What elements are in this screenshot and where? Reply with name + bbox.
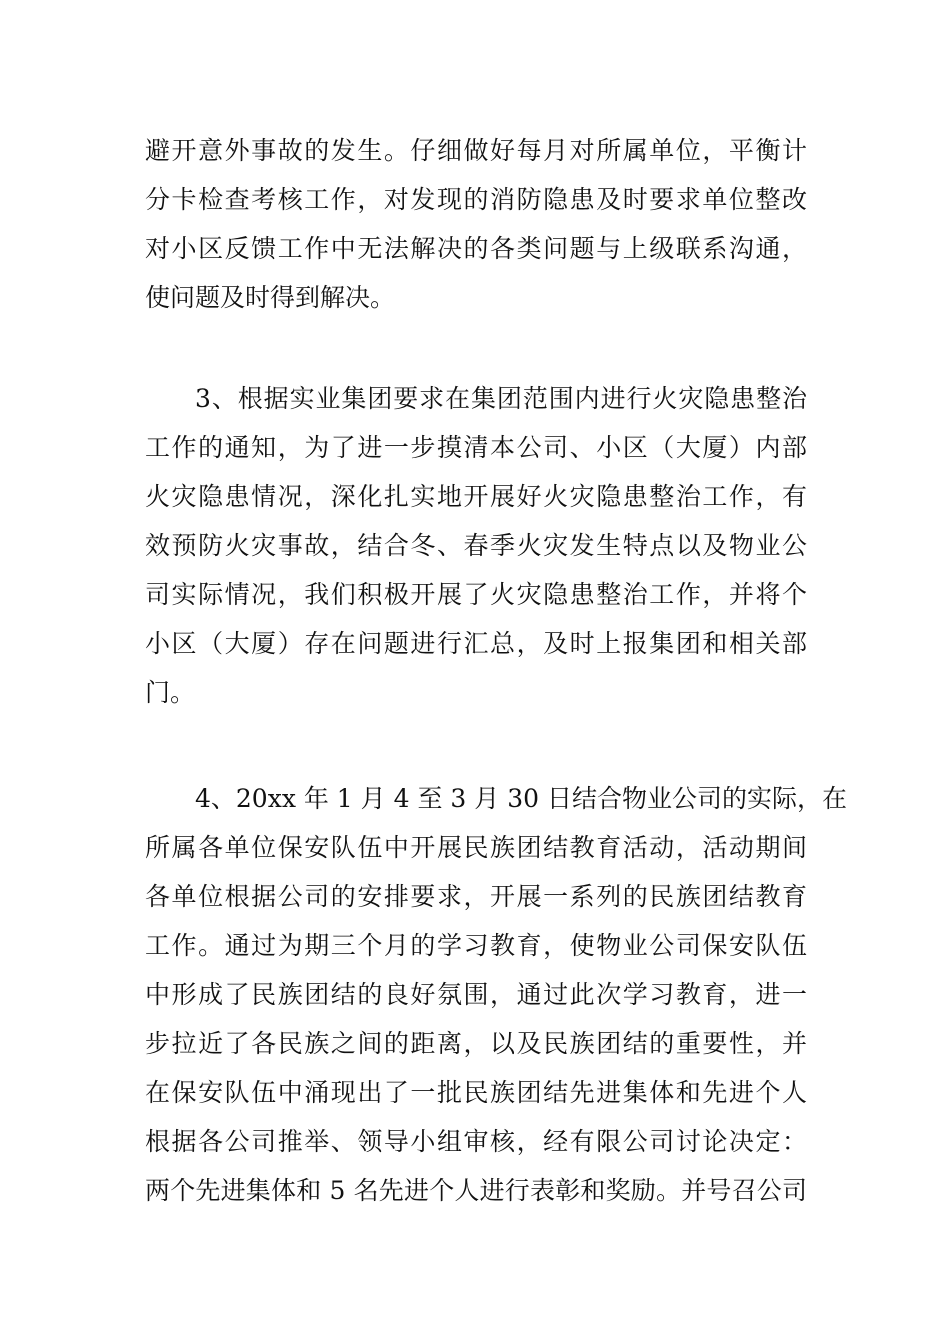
paragraph-ethnic-unity-education xyxy=(145,774,847,1215)
text-line: 中形成了民族团结的良好氛围，通过此次学习教育，进一 xyxy=(145,980,807,1009)
text-line: 工作。通过为期三个月的学习教育，使物业公司保安队伍 xyxy=(145,931,807,960)
text-line: 在保安队伍中涌现出了一批民族团结先进集体和先进个人 xyxy=(145,1078,807,1107)
text-line: 小区（大厦）存在问题进行汇总，及时上报集团和相关部 xyxy=(145,629,807,658)
text-line: 分卡检查考核工作，对发现的消防隐患及时要求单位整改 xyxy=(145,185,807,214)
text-line: 4、20xx 年 1 月 4 至 3 月 30 日结合物业公司的实际，在 xyxy=(195,784,847,813)
text-line: 两个先进集体和 5 名先进个人进行表彰和奖励。并号召公司 xyxy=(145,1176,807,1205)
text-line: 门。 xyxy=(145,678,196,707)
paragraph-safety-inspection xyxy=(145,126,807,322)
text-line: 工作的通知，为了进一步摸清本公司、小区（大厦）内部 xyxy=(145,433,807,462)
text-line: 3、根据实业集团要求在集团范围内进行火灾隐患整治 xyxy=(195,384,807,413)
text-line: 根据各公司推举、领导小组审核，经有限公司讨论决定： xyxy=(145,1127,807,1156)
text-line: 避开意外事故的发生。仔细做好每月对所属单位，平衡计 xyxy=(145,136,807,165)
paragraph-fire-hazard-rectification xyxy=(145,374,807,717)
text-line: 各单位根据公司的安排要求，开展一系列的民族团结教育 xyxy=(145,882,807,911)
text-line: 步拉近了各民族之间的距离，以及民族团结的重要性，并 xyxy=(145,1029,807,1058)
text-line: 司实际情况，我们积极开展了火灾隐患整治工作，并将个 xyxy=(145,580,807,609)
text-line: 火灾隐患情况，深化扎实地开展好火灾隐患整治工作，有 xyxy=(145,482,807,511)
text-line: 效预防火灾事故，结合冬、春季火灾发生特点以及物业公 xyxy=(145,531,807,560)
text-line: 使问题及时得到解决。 xyxy=(145,283,396,312)
text-line: 对小区反馈工作中无法解决的各类问题与上级联系沟通， xyxy=(145,234,807,263)
text-line: 所属各单位保安队伍中开展民族团结教育活动，活动期间 xyxy=(145,833,807,862)
